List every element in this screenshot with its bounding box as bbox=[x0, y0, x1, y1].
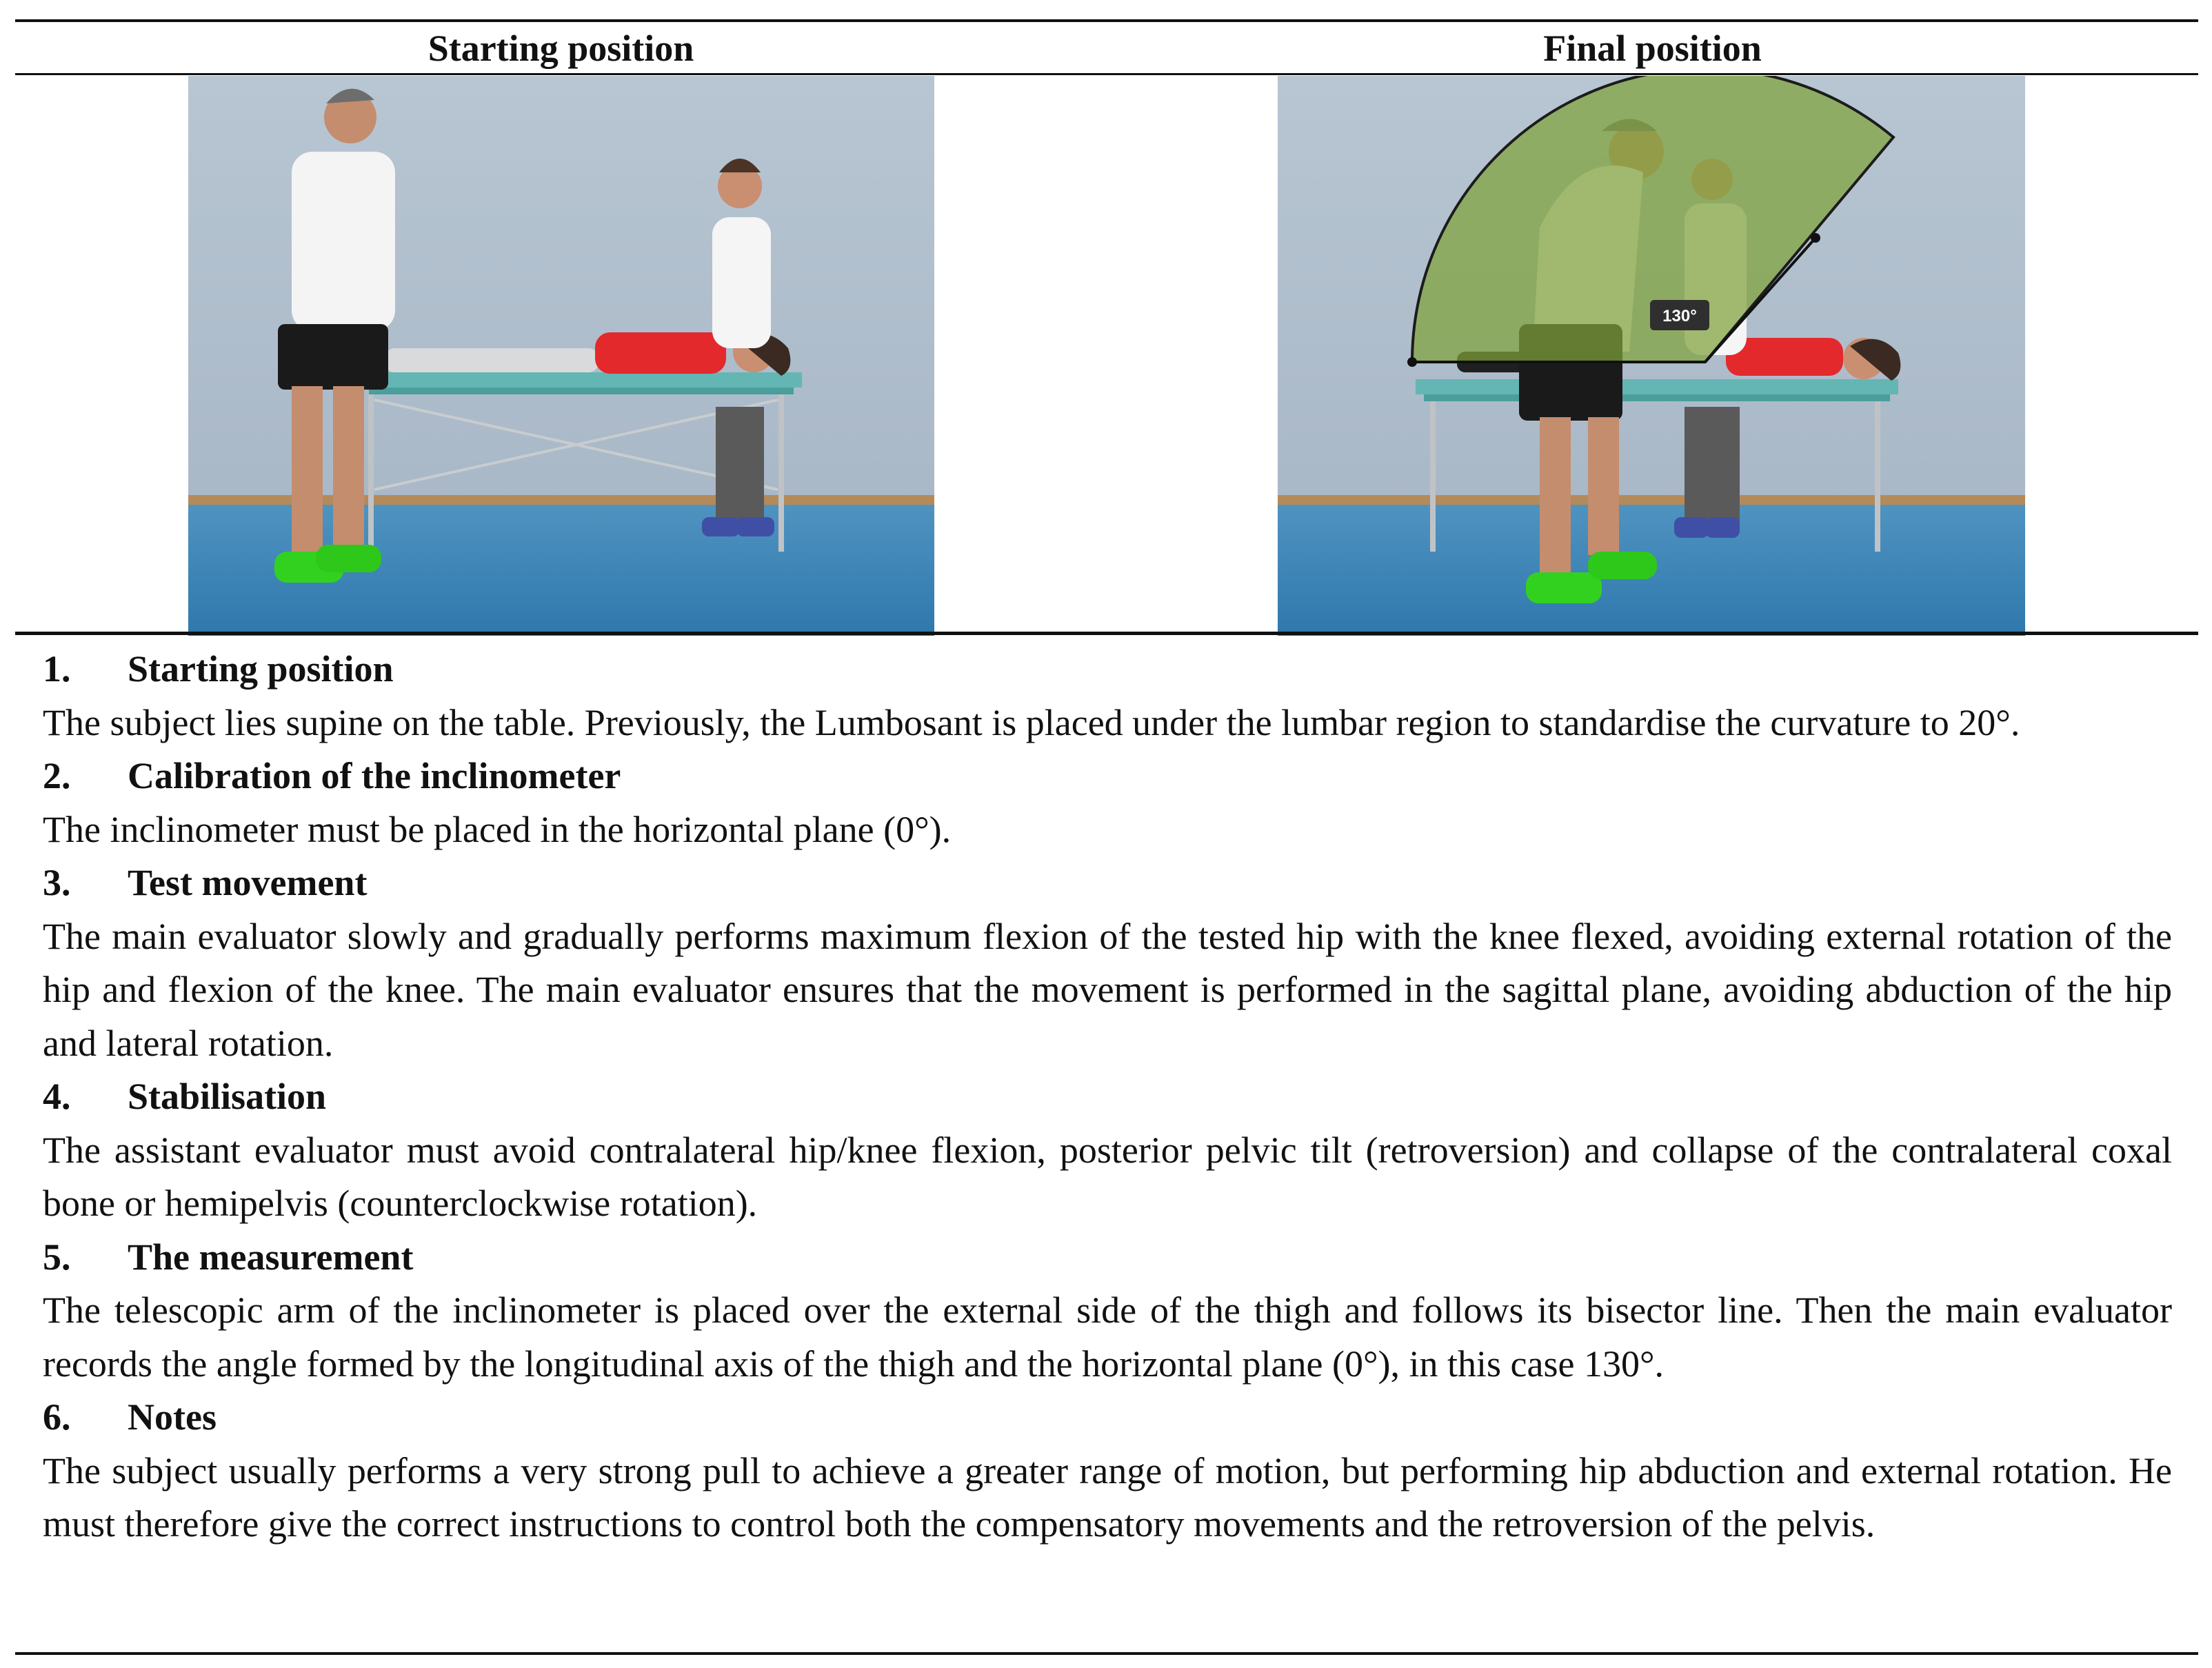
step-1 bbox=[43, 643, 2172, 750]
step-4 bbox=[43, 1070, 2172, 1231]
step-number: 3. bbox=[43, 862, 71, 903]
step-2 bbox=[43, 750, 2172, 856]
starting-position-photo bbox=[188, 76, 934, 636]
step-title bbox=[43, 1391, 2172, 1445]
step-heading: Notes bbox=[128, 1396, 217, 1438]
step-description: The main evaluator slowly and gradually performs maximum flexion of the tested hip with the knee flexed, avoiding external rotation of the hip and flexion of the knee. The main evaluator ensures that the movement is performed in the sagittal plane, avoiding abduction of the hip and lateral rotation. bbox=[43, 915, 2172, 1064]
step-number: 2. bbox=[43, 755, 71, 796]
step-title bbox=[43, 643, 2172, 696]
step-heading: The measurement bbox=[128, 1236, 414, 1278]
table-mid-rule bbox=[15, 632, 2198, 635]
step-number: 4. bbox=[43, 1076, 71, 1117]
header-rule bbox=[15, 73, 2198, 75]
step-number: 1. bbox=[43, 648, 71, 690]
step-3 bbox=[43, 856, 2172, 1070]
step-description: The subject lies supine on the table. Previously, the Lumbosant is placed under the lumbar region to standardise the curvature to 20°. bbox=[43, 701, 2020, 743]
angle-label: 130° bbox=[1662, 307, 1697, 325]
step-title bbox=[43, 1231, 2172, 1285]
step-description: The telescopic arm of the inclinometer is placed over the external side of the thigh and follows its bisector line. Then the main evaluator records the angle formed by the longitudinal axis of the thigh and the horizontal plane (0°), in this case 130°. bbox=[43, 1289, 2172, 1385]
step-heading: Starting position bbox=[128, 648, 394, 690]
column-header-final: Final position bbox=[1543, 28, 1762, 69]
step-title bbox=[43, 856, 2172, 910]
step-heading: Calibration of the inclinometer bbox=[128, 755, 621, 796]
step-heading: Test movement bbox=[128, 862, 368, 903]
table-bottom-rule bbox=[15, 1652, 2198, 1655]
step-number: 5. bbox=[43, 1236, 71, 1278]
step-number: 6. bbox=[43, 1396, 71, 1438]
final-position-photo bbox=[1278, 76, 2025, 636]
step-description: The inclinometer must be placed in the horizontal plane (0°). bbox=[43, 808, 952, 850]
step-title bbox=[43, 750, 2172, 803]
step-5 bbox=[43, 1231, 2172, 1391]
step-description: The subject usually performs a very strong pull to achieve a greater range of motion, but performing hip abduction and external rotation. He must therefore give the correct instructions to control both the compensatory movements and the retroversion of the pelvis. bbox=[43, 1449, 2172, 1545]
step-description: The assistant evaluator must avoid contralateral hip/knee flexion, posterior pelvic tilt (retroversion) and collapse of the contralateral coxal bone or hemipelvis (counterclockwise rotation). bbox=[43, 1129, 2172, 1224]
step-6 bbox=[43, 1391, 2172, 1551]
column-header-starting: Starting position bbox=[428, 28, 694, 69]
step-heading: Stabilisation bbox=[128, 1076, 327, 1117]
procedure-steps bbox=[43, 643, 2172, 1551]
step-title bbox=[43, 1070, 2172, 1124]
table-top-rule bbox=[15, 19, 2198, 22]
